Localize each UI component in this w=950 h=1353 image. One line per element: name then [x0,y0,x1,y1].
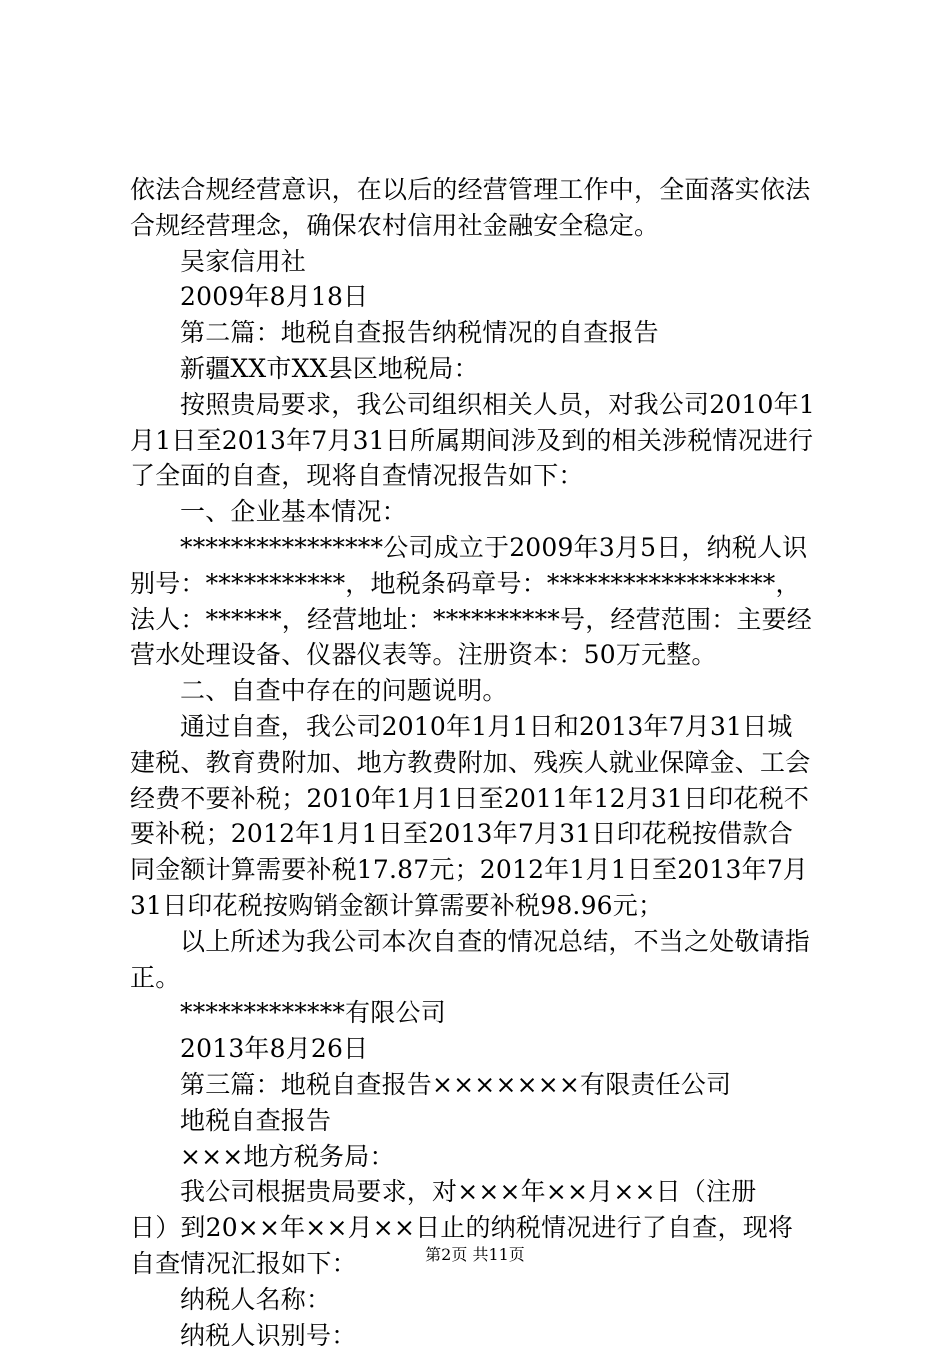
text-line: 第三篇：地税自查报告×××××××有限责任公司 [130,1067,830,1103]
text-line: 我公司根据贵局要求，对×××年××月××日（注册 [130,1174,830,1210]
text-line: 按照贵局要求，我公司组织相关人员，对我公司2010年1 [130,387,830,423]
text-line: 依法合规经营意识，在以后的经营管理工作中，全面落实依法 [130,172,830,208]
text-line: 31日印花税按购销金额计算需要补税98.96元； [130,888,830,924]
text-line: 建税、教育费附加、地方教费附加、残疾人就业保障金、工会 [130,745,830,781]
text-line: 2013年8月26日 [130,1031,830,1067]
text-line: 2009年8月18日 [130,279,830,315]
text-line: 经费不要补税；2010年1月1日至2011年12月31日印花税不 [130,781,830,817]
text-line: 自查情况汇报如下： [130,1246,830,1282]
page-footer: 第2页 共11页 [0,1245,950,1265]
text-line: *************有限公司 [130,995,830,1031]
text-line: 地税自查报告 [130,1103,830,1139]
text-line: 正。 [130,960,830,996]
text-line: ****************公司成立于2009年3月5日，纳税人识 [130,530,830,566]
text-line: ×××地方税务局： [130,1139,830,1175]
text-line: 以上所述为我公司本次自查的情况总结，不当之处敬请指 [130,924,830,960]
text-line: 要补税；2012年1月1日至2013年7月31日印花税按借款合 [130,816,830,852]
text-line: 二、自查中存在的问题说明。 [130,673,830,709]
document-body [130,172,830,1353]
text-line: 营水处理设备、仪器仪表等。注册资本：50万元整。 [130,637,830,673]
text-line: 新疆XX市XX县区地税局： [130,351,830,387]
text-line: 通过自查，我公司2010年1月1日和2013年7月31日城 [130,709,830,745]
text-line: 别号：***********，地税条码章号：******************， [130,566,830,602]
text-line: 纳税人识别号： [130,1318,830,1353]
text-line: 纳税人名称： [130,1282,830,1318]
text-line: 合规经营理念，确保农村信用社金融安全稳定。 [130,208,830,244]
text-line: 同金额计算需要补税17.87元；2012年1月1日至2013年7月 [130,852,830,888]
text-line: 月1日至2013年7月31日所属期间涉及到的相关涉税情况进行 [130,423,830,459]
text-line: 了全面的自查，现将自查情况报告如下： [130,458,830,494]
text-line: 一、企业基本情况： [130,494,830,530]
text-line: 第二篇：地税自查报告纳税情况的自查报告 [130,315,830,351]
text-line: 法人：******，经营地址：**********号，经营范围：主要经 [130,602,830,638]
text-line: 吴家信用社 [130,244,830,280]
text-line: 日）到20××年××月××日止的纳税情况进行了自查，现将 [130,1210,830,1246]
